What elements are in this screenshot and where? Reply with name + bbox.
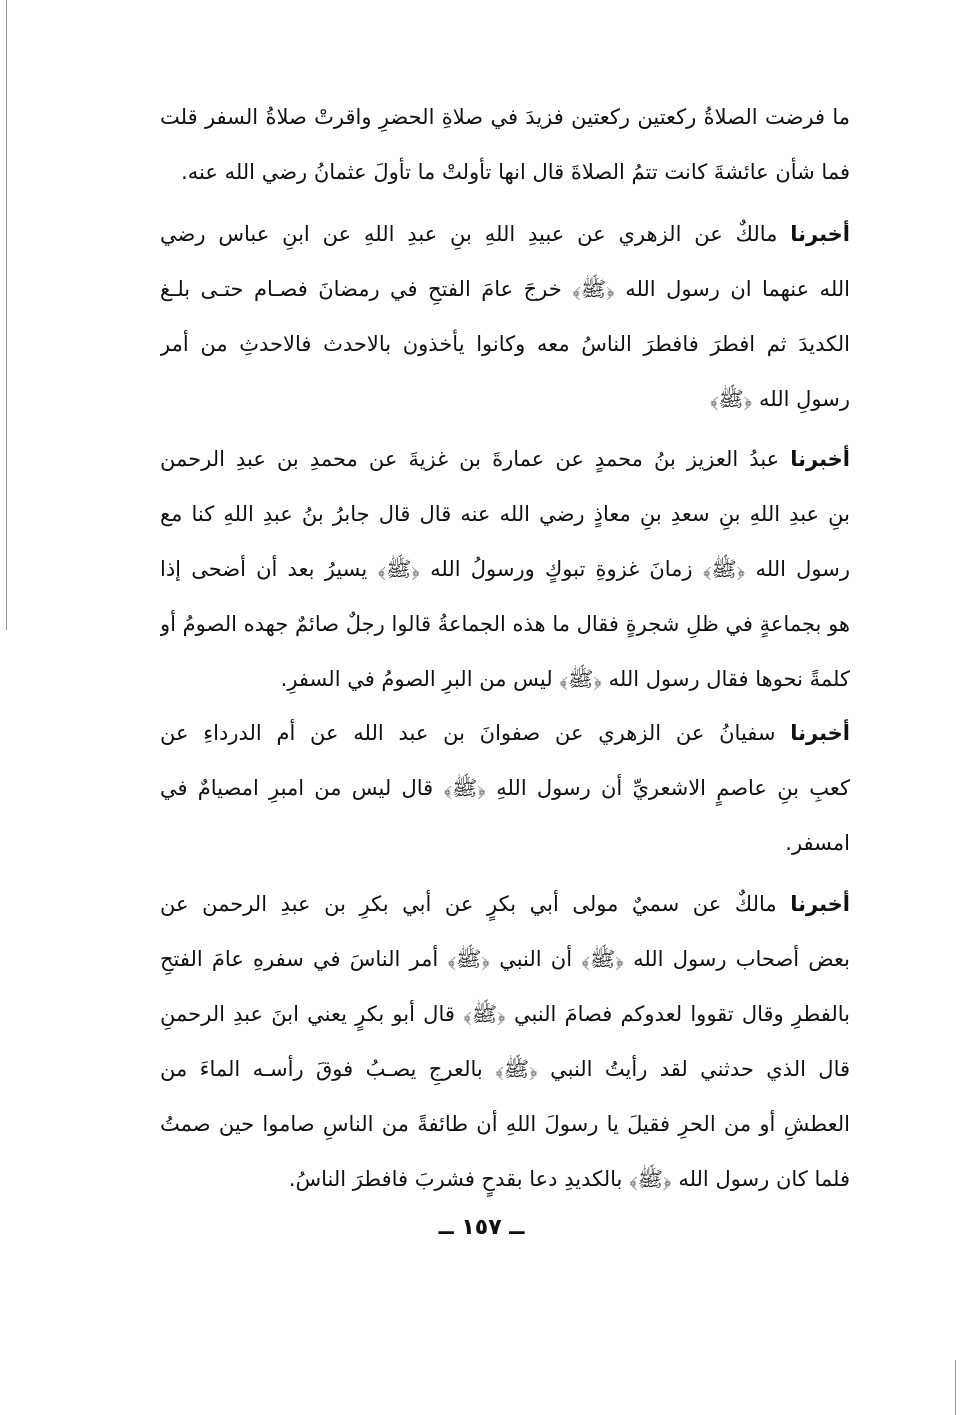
text-line: أخبرنا مالكٌ عن الزهري عن عبيدِ اللهِ بنِ عبدِ اللهِ عن ابنِ عباس رضي [160,222,850,246]
text-line: امسفر. [785,831,850,855]
text-line: بالفطرِ وقال تقووا لعدوكم فصامَ النبي ﴿ﷺ﴾ قال أبو بكرٍ يعني ابنَ عبدِ الرحمنِ [160,1002,850,1026]
text-line: أخبرنا سفيانُ عن الزهري عن صفوانَ بن عبد الله عن أم الدرداءِ عن [160,721,850,745]
text-line: كعبِ بنِ عاصمٍ الاشعريِّ أن رسول اللهِ ﴿ﷺ﴾ قال ليس من امبرِ امصيامٌ في [160,776,850,800]
text-line: بعض أصحاب رسول الله ﴿ﷺ﴾ أن النبي ﴿ﷺ﴾ أمر الناسَ في سفرهِ عامَ الفتحِ [160,947,850,971]
paragraph-3 [160,432,850,707]
paragraph-1 [160,90,850,200]
text-line: رسولِ الله ﴿ﷺ﴾ [709,387,850,411]
text-line: فما شأن عائشةَ كانت تتمُ الصلاةَ قال انها تأولتْ ما تأولَ عثمانُ رضي الله عنه. [181,160,850,184]
scan-edge-line-right [955,1360,956,1415]
text-line: أخبرنا عبدُ العزيز بنُ محمدٍ عن عمارةَ بن غزيةَ عن محمدِ بن عبدِ الرحمن [160,447,850,471]
paragraph-2 [160,207,850,427]
paragraph-5 [160,877,850,1207]
narration-lead-word: أخبرنا [790,447,850,471]
text-line: بنِ عبدِ اللهِ بنِ سعدِ بنِ معاذٍ رضي الله عنه قال قال جابرُ بنُ عبدِ اللهِ كنا مع [160,502,850,526]
narration-lead-word: أخبرنا [790,892,850,916]
text-line: العطشِ أو من الحرِ فقيلَ يا رسولَ اللهِ أن طائفةً من الناسِ صاموا حين صمتُ [160,1112,850,1136]
text-line: الله عنهما ان رسول الله ﴿ﷺ﴾ خرجَ عامَ الفتحِ في رمضانَ فصـام حتـى بلـغ [160,277,850,301]
text-line: رسول الله ﴿ﷺ﴾ زمانَ غزوةِ تبوكٍ ورسولُ الله ﴿ﷺ﴾ يسيرُ بعد أن أضحى إذا [160,557,850,581]
text-line: فلما كان رسول الله ﴿ﷺ﴾ بالكديدِ دعا بقدحٍ فشربَ فافطرَ الناسُ. [288,1167,850,1191]
paragraph-4 [160,706,850,871]
text-line: كلمةً نحوها فقال رسول الله ﴿ﷺ﴾ ليس من البرِ الصومُ في السفرِ. [280,667,850,691]
page-number: ــ ١٥٧ ــ [438,1215,525,1240]
scan-edge-line-left [6,0,7,630]
text-line: قال الذي حدثني لقد رأيتُ النبي ﴿ﷺ﴾ بالعرجِ يصـبُ فوقَ رأسـه الماءَ من [160,1057,850,1081]
text-line: الكديدَ ثم افطرَ فافطرَ الناسُ معه وكانوا يأخذون بالاحدث فالاحدثِ من أمر [160,332,850,356]
text-line: هو بجماعةٍ في ظلِ شجرةٍ فقال ما هذه الجماعةُ قالوا رجلٌ صائمٌ جهده الصومُ أو [160,612,850,636]
narration-lead-word: أخبرنا [790,222,850,246]
narration-lead-word: أخبرنا [790,721,850,745]
text-line: أخبرنا مالكٌ عن سميٌ مولى أبي بكرٍ عن أبي بكرِ بن عبدِ الرحمن عن [160,892,850,916]
text-line: ما فرضت الصلاةُ ركعتين ركعتين فزيدَ في صلاةِ الحضرِ واقرتْ صلاةُ السفر قلت [160,105,850,129]
